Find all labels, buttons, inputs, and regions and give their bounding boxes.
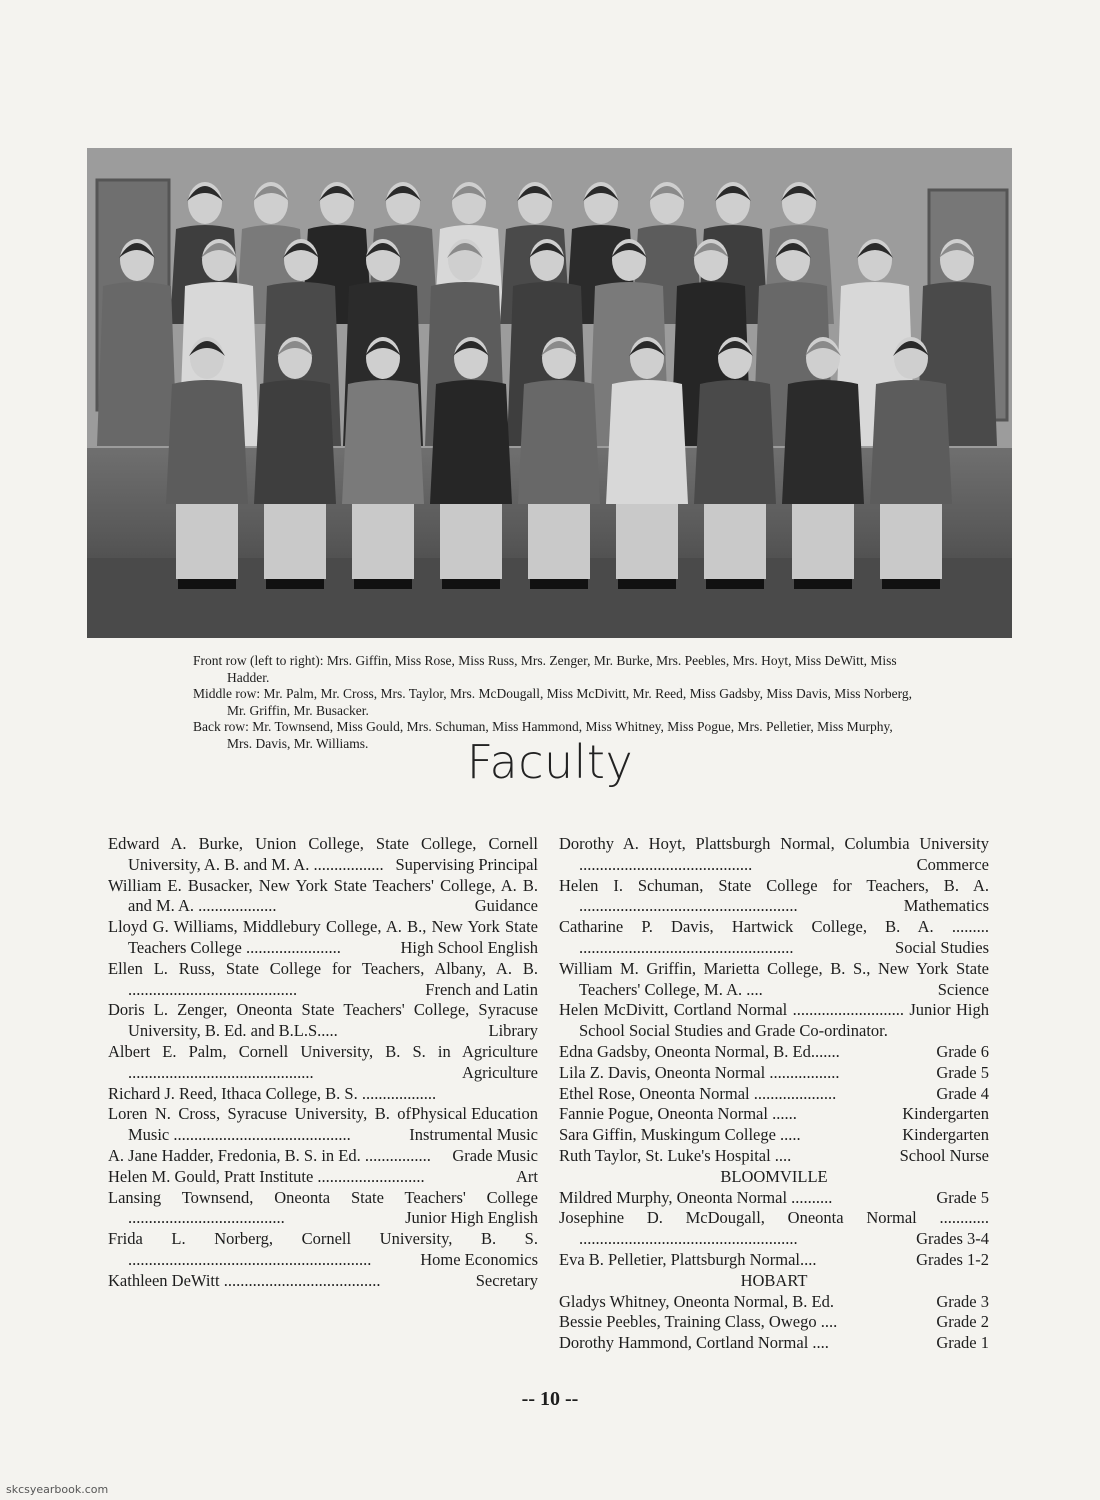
caption-middle-row: Middle row: Mr. Palm, Mr. Cross, Mrs. Taylor, Mrs. McDougall, Miss McDivitt, Mr. Reed, Miss Gadsby, Miss Davis, Miss Norberg, Mr. Griffin, Mr. Busacker. [193,686,913,718]
faculty-list-right [559,834,989,1354]
caption-back-row: Back row: Mr. Townsend, Miss Gould, Mrs. Schuman, Miss Hammond, Miss Whitney, Miss Pogue, Mrs. Pelletier, Miss Murphy, Mrs. Davis, Mr. Williams. [193,719,893,751]
faculty-entry: Eva B. Pelletier, Plattsburgh Normal.... Grades 1-2 [559,1249,989,1269]
faculty-entry: Edward A. Burke, Union College, State College, Cornell University, A. B. and M. A. ................. Supervising Principal [108,834,538,874]
faculty-group-photo [87,148,1012,638]
faculty-entry: Richard J. Reed, Ithaca College, B. S. .................. Physical Education [108,1083,538,1124]
page-number: -- 10 -- [521,1388,579,1410]
faculty-list-left [108,834,538,1292]
faculty-entry: Loren N. Cross, Syracuse University, B. of Music ........................................... Instrumental Music [108,1104,538,1145]
faculty-entry: Dorothy Hammond, Cortland Normal .... Grade 1 [559,1333,989,1353]
faculty-entry: Josephine D. McDougall, Oneonta Normal ............ ..................................................... Grades 3-4 [559,1208,989,1249]
faculty-entry: Helen I. Schuman, State College for Teachers, B. A. ..................................................... Mathematics [559,875,989,916]
faculty-entry: Bessie Peebles, Training Class, Owego .... Grade 2 [559,1312,989,1332]
faculty-entry: Lila Z. Davis, Oneonta Normal ................. Grade 5 [559,1062,989,1082]
site-watermark: skcsyearbook.com [6,1483,109,1496]
section-heading-hobart: HOBART [740,1270,808,1290]
faculty-entry: Doris L. Zenger, Oneonta State Teachers' College, Syracuse University, B. Ed. and B.L.S..... Library [108,1000,538,1041]
faculty-entry: Helen McDivitt, Cortland Normal ........................... Junior High School Social Studies and Grade Co-ordinator. [559,1000,989,1041]
faculty-entry: Ethel Rose, Oneonta Normal .................... Grade 4 [559,1083,989,1103]
faculty-entry: William E. Busacker, New York State Teachers' College, A. B. and M. A. ................... Guidance [108,875,538,916]
faculty-entry: Catharine P. Davis, Hartwick College, B. A. ......... .................................................... Social Studies [559,917,989,957]
faculty-entry: Kathleen DeWitt ...................................... Secretary [108,1270,538,1290]
faculty-entry: William M. Griffin, Marietta College, B. S., New York State Teachers' College, M. A. .... Science [559,958,989,999]
faculty-entry: Frida L. Norberg, Cornell University, B. S. ........................................................... Home Economics [108,1229,538,1269]
faculty-entry: Ellen L. Russ, State College for Teachers, Albany, A. B. ......................................... French and Latin [108,958,538,999]
faculty-entry: Mildred Murphy, Oneonta Normal .......... Grade 5 [559,1187,989,1207]
faculty-entry: Dorothy A. Hoyt, Plattsburgh Normal, Columbia University .......................................... Commerce [559,834,989,874]
faculty-entry: Fannie Pogue, Oneonta Normal ...... Kindergarten [559,1104,989,1124]
caption-front-row: Front row (left to right): Mrs. Giffin, Miss Rose, Miss Russ, Mrs. Zenger, Mr. Burke, Mrs. Peebles, Mrs. Hoyt, Miss DeWitt, Miss Hadder. [193,653,897,685]
faculty-entry: Lloyd G. Williams, Middlebury College, A. B., New York State Teachers College ....................... High School English [108,917,538,957]
faculty-photo-drawing [87,148,1012,638]
faculty-entry: Sara Giffin, Muskingum College ..... Kindergarten [559,1125,989,1145]
faculty-entry: Edna Gadsby, Oneonta Normal, B. Ed....... Grade 6 [559,1041,989,1061]
faculty-entry: Helen M. Gould, Pratt Institute .......................... Art [108,1166,538,1186]
section-heading-bloomville: BLOOMVILLE [720,1166,828,1186]
page-title: Faculty [466,735,634,789]
faculty-entry: A. Jane Hadder, Fredonia, B. S. in Ed. ................ Grade Music [108,1145,538,1165]
faculty-entry: Gladys Whitney, Oneonta Normal, B. Ed. Grade 3 [559,1291,989,1311]
faculty-entry: Lansing Townsend, Oneonta State Teachers' College ...................................... Junior High English [108,1187,538,1228]
faculty-entry: Albert E. Palm, Cornell University, B. S. in Agriculture ............................................. Agriculture [108,1041,538,1082]
faculty-entry: Ruth Taylor, St. Luke's Hospital .... School Nurse [559,1145,989,1165]
